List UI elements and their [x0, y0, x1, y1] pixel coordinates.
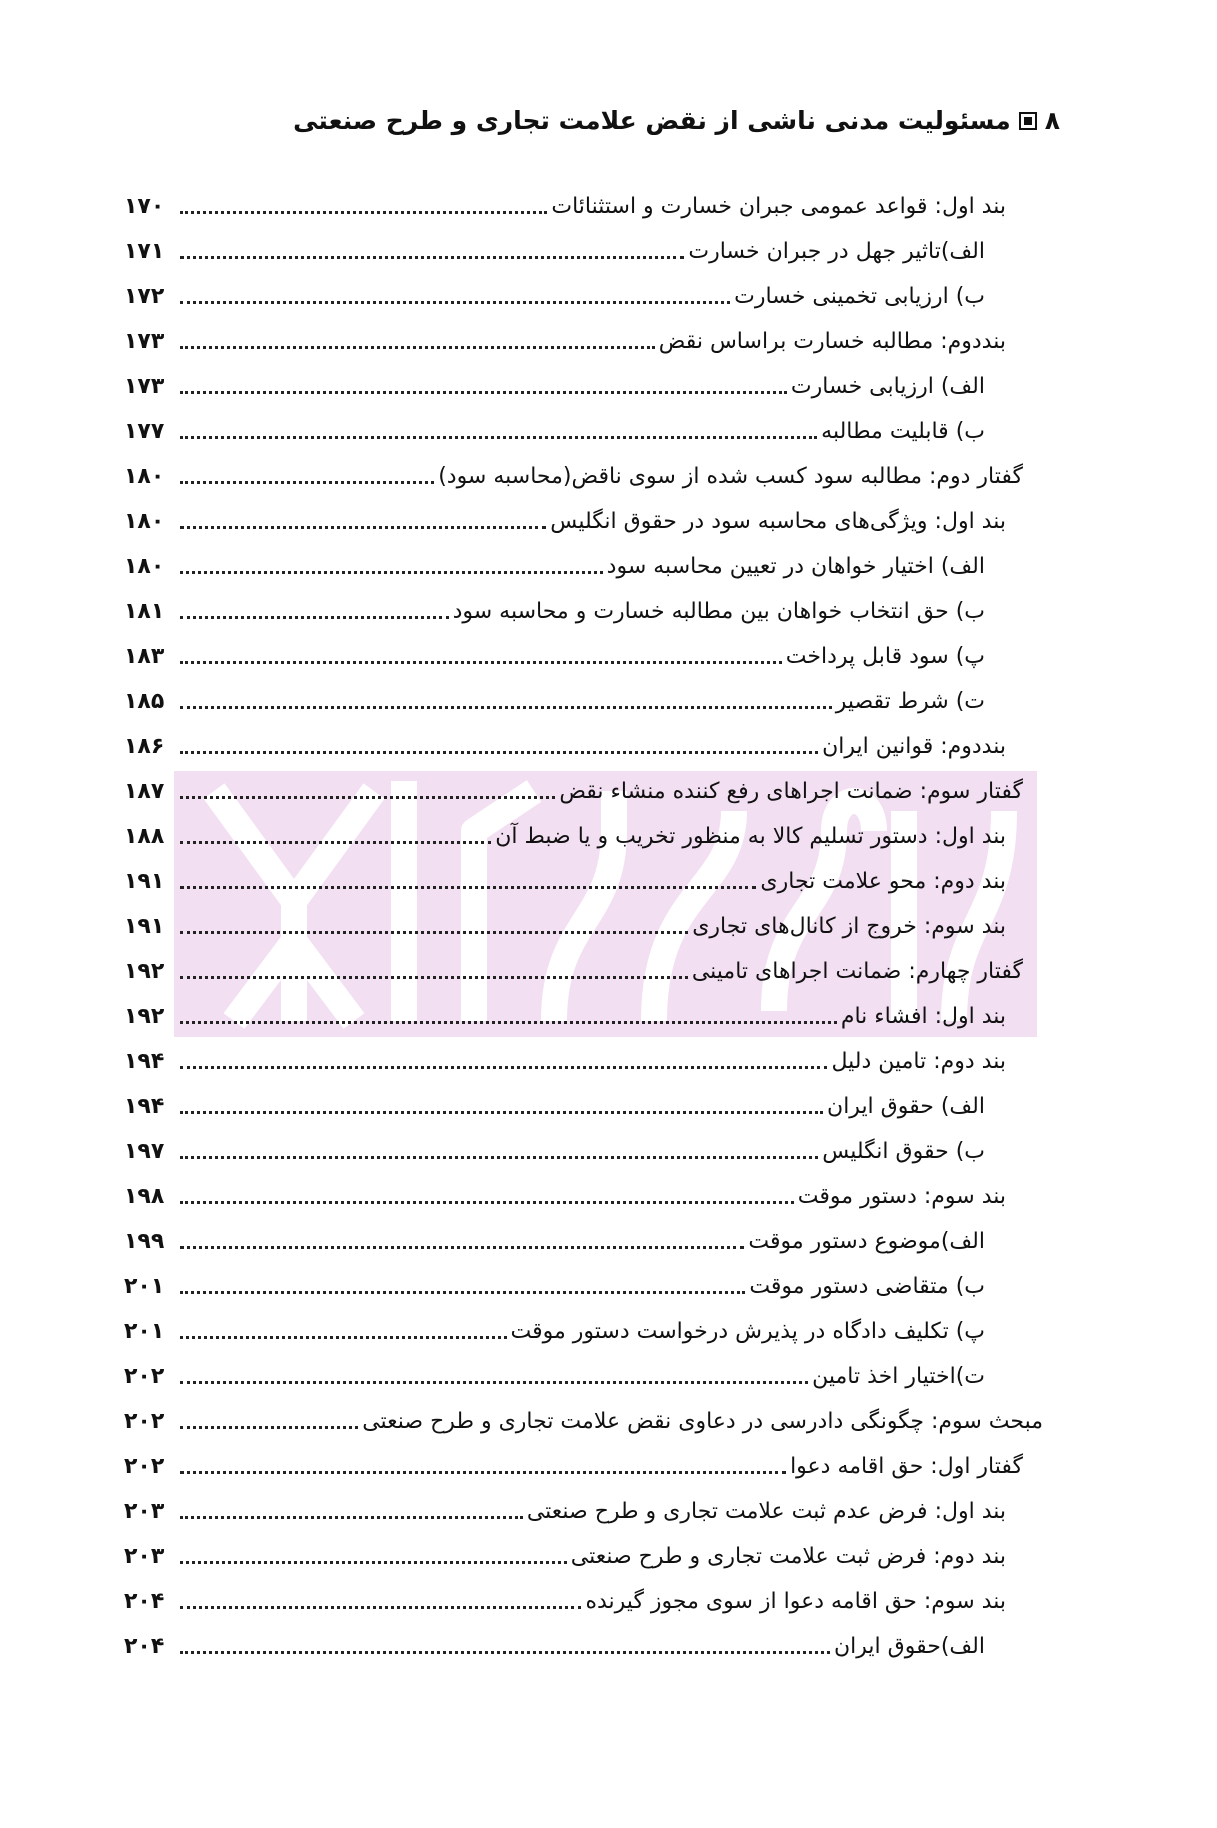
toc-entry-title: پ) تکلیف دادگاه در پذیرش درخواست دستور موقت [510, 1319, 985, 1344]
toc-entry-page: ۱۷۲ [124, 284, 165, 309]
toc-entry[interactable] [124, 1219, 1043, 1264]
toc-entry[interactable] [124, 184, 1043, 229]
toc-entry[interactable] [124, 1399, 1043, 1444]
toc-entry-title: بند سوم: خروج از کانال‌های تجاری [692, 914, 1006, 939]
toc-entry-page: ۱۷۰ [124, 194, 165, 219]
toc-entry-title: بند دوم: فرض ثبت علامت تجاری و طرح صنعتی [570, 1544, 1006, 1569]
toc-entry-title: ب) قابلیت مطالبه [821, 419, 985, 444]
dot-leader [180, 1274, 745, 1300]
toc-entry-page: ۱۸۰ [124, 509, 165, 534]
toc-entry-page: ۲۰۱ [124, 1319, 165, 1344]
header-book-title: مسئولیت مدنی ناشی از نقض علامت تجاری و طرح صنعتی [293, 106, 1011, 135]
toc-entry-title: ب) ارزیابی تخمینی خسارت [734, 284, 985, 309]
toc-entry-page: ۲۰۱ [124, 1274, 165, 1299]
toc-entry-title: مبحث سوم: چگونگی دادرسی در دعاوی نقض علامت تجاری و طرح صنعتی [362, 1409, 1043, 1434]
toc-entry-page: ۱۷۷ [124, 419, 165, 444]
toc-entry[interactable] [124, 409, 1043, 454]
toc-entry[interactable] [124, 1039, 1043, 1084]
table-of-contents [124, 184, 1043, 1669]
dot-leader [180, 194, 547, 220]
dot-leader [180, 1589, 581, 1615]
toc-entry-title: ت) شرط تقصیر [835, 689, 985, 714]
toc-entry-page: ۱۷۳ [124, 374, 165, 399]
toc-entry-title: الف)حقوق ایران [834, 1634, 985, 1659]
dot-leader [180, 239, 684, 265]
toc-entry[interactable] [124, 1579, 1043, 1624]
dot-leader [180, 329, 655, 355]
toc-entry-page: ۱۸۱ [124, 599, 165, 624]
dot-leader [180, 374, 787, 400]
header-page-number: ۸ [1044, 106, 1060, 135]
toc-entry[interactable] [124, 1534, 1043, 1579]
toc-entry-title: ب) حق انتخاب خواهان بین مطالبه خسارت و محاسبه سود [452, 599, 985, 624]
toc-entry[interactable] [124, 364, 1043, 409]
toc-entry-title: ب) حقوق انگلیس [822, 1139, 985, 1164]
toc-entry-title: بنددوم: قوانین ایران [822, 734, 1006, 759]
toc-entry-page: ۲۰۳ [124, 1544, 165, 1569]
toc-entry[interactable] [124, 454, 1043, 499]
dot-leader [180, 1634, 830, 1660]
toc-entry-page: ۱۹۲ [124, 959, 165, 984]
toc-entry-title: بند سوم: دستور موقت [797, 1184, 1006, 1209]
dot-leader [180, 1499, 523, 1525]
dot-leader [180, 1139, 818, 1165]
dot-leader [180, 284, 730, 310]
toc-entry[interactable] [124, 1624, 1043, 1669]
toc-entry[interactable] [124, 949, 1043, 994]
toc-entry-page: ۱۹۲ [124, 1004, 165, 1029]
toc-entry-page: ۲۰۳ [124, 1499, 165, 1524]
toc-entry[interactable] [124, 1354, 1043, 1399]
toc-entry[interactable] [124, 544, 1043, 589]
toc-entry-title: گفتار اول: حق اقامه دعوا [790, 1454, 1023, 1479]
toc-entry[interactable] [124, 1489, 1043, 1534]
toc-entry[interactable] [124, 634, 1043, 679]
dot-leader [180, 1364, 808, 1390]
toc-entry-title: الف)تاثیر جهل در جبران خسارت [688, 239, 985, 264]
toc-entry[interactable] [124, 769, 1043, 814]
toc-entry-title: بند اول: افشاء نام [840, 1004, 1006, 1029]
toc-entry[interactable] [124, 814, 1043, 859]
toc-entry-page: ۱۷۳ [124, 329, 165, 354]
dot-leader [180, 464, 434, 490]
toc-entry[interactable] [124, 1174, 1043, 1219]
square-ornament-icon [1019, 112, 1037, 130]
toc-entry[interactable] [124, 859, 1043, 904]
toc-entry-page: ۲۰۲ [124, 1409, 165, 1434]
dot-leader [180, 869, 756, 895]
toc-entry[interactable] [124, 904, 1043, 949]
toc-entry-page: ۱۸۳ [124, 644, 165, 669]
toc-entry-page: ۱۸۸ [124, 824, 165, 849]
toc-entry-title: الف) حقوق ایران [827, 1094, 985, 1119]
dot-leader [180, 1049, 827, 1075]
dot-leader [180, 914, 688, 940]
dot-leader [180, 959, 688, 985]
dot-leader [180, 419, 817, 445]
toc-entry[interactable] [124, 1129, 1043, 1174]
dot-leader [180, 779, 555, 805]
dot-leader [180, 1544, 567, 1570]
toc-entry-page: ۲۰۴ [124, 1634, 165, 1659]
dot-leader [180, 1004, 837, 1030]
toc-entry[interactable] [124, 1444, 1043, 1489]
dot-leader [180, 1229, 744, 1255]
toc-entry-page: ۱۹۱ [124, 914, 165, 939]
toc-entry-title: گفتار چهارم: ضمانت اجراهای تامینی [691, 959, 1023, 984]
toc-entry-title: بند دوم: تامین دلیل [831, 1049, 1006, 1074]
toc-entry-page: ۱۹۴ [124, 1094, 165, 1119]
toc-entry[interactable] [124, 1309, 1043, 1354]
dot-leader [180, 689, 832, 715]
toc-entry-title: بند دوم: محو علامت تجاری [760, 869, 1006, 894]
toc-entry-title: بند سوم: حق اقامه دعوا از سوی مجوز گیرنده [585, 1589, 1006, 1614]
toc-entry-title: بند اول: فرض عدم ثبت علامت تجاری و طرح صنعتی [526, 1499, 1006, 1524]
toc-entry[interactable] [124, 319, 1043, 364]
toc-entry-page: ۱۸۰ [124, 554, 165, 579]
toc-entry-page: ۱۹۴ [124, 1049, 165, 1074]
dot-leader [180, 1454, 786, 1480]
toc-entry-page: ۱۹۹ [124, 1229, 165, 1254]
toc-entry-title: بند اول: دستور تسلیم کالا به منظور تخریب و یا ضبط آن [495, 824, 1006, 849]
toc-entry-page: ۱۹۸ [124, 1184, 165, 1209]
dot-leader [180, 1319, 507, 1345]
dot-leader [180, 1409, 358, 1435]
dot-leader [180, 554, 603, 580]
toc-entry-title: الف) اختیار خواهان در تعیین محاسبه سود [606, 554, 985, 579]
dot-leader [180, 1184, 794, 1210]
toc-entry[interactable] [124, 274, 1043, 319]
toc-entry-page: ۱۸۰ [124, 464, 165, 489]
toc-entry[interactable] [124, 229, 1043, 274]
toc-entry-title: الف)موضوع دستور موقت [748, 1229, 985, 1254]
toc-entry[interactable] [124, 1264, 1043, 1309]
toc-entry-title: الف) ارزیابی خسارت [790, 374, 985, 399]
toc-entry-page: ۱۸۶ [124, 734, 165, 759]
toc-entry-title: پ) سود قابل پرداخت [785, 644, 985, 669]
toc-entry-title: بند اول: قواعد عمومی جبران خسارت و استثنائات [551, 194, 1006, 219]
dot-leader [180, 734, 818, 760]
toc-entry-page: ۱۹۱ [124, 869, 165, 894]
toc-entry[interactable] [124, 589, 1043, 634]
toc-entry-page: ۱۹۷ [124, 1139, 165, 1164]
toc-entry[interactable] [124, 499, 1043, 544]
toc-entry-page: ۲۰۲ [124, 1454, 165, 1479]
toc-entry-title: بنددوم: مطالبه خسارت براساس نقض [658, 329, 1006, 354]
dot-leader [180, 509, 546, 535]
toc-entry-title: گفتار دوم: مطالبه سود کسب شده از سوی ناقض(محاسبه سود) [438, 464, 1023, 489]
dot-leader [180, 599, 449, 625]
toc-entry-title: بند اول: ویژگی‌های محاسبه سود در حقوق انگلیس [550, 509, 1006, 534]
toc-entry-title: ب) متقاضی دستور موقت [749, 1274, 985, 1299]
dot-leader [180, 644, 782, 670]
toc-entry[interactable] [124, 679, 1043, 724]
dot-leader [180, 824, 491, 850]
toc-entry[interactable] [124, 724, 1043, 769]
dot-leader [180, 1094, 823, 1120]
toc-entry[interactable] [124, 994, 1043, 1039]
toc-entry-page: ۱۷۱ [124, 239, 165, 264]
toc-entry-title: ت)اختیار اخذ تامین [812, 1364, 985, 1389]
toc-entry-page: ۱۸۵ [124, 689, 165, 714]
toc-entry-page: ۱۸۷ [124, 779, 165, 804]
running-header [293, 106, 1060, 135]
toc-entry-title: گفتار سوم: ضمانت اجراهای رفع کننده منشاء نقض [559, 779, 1023, 804]
toc-entry-page: ۲۰۲ [124, 1364, 165, 1389]
toc-entry[interactable] [124, 1084, 1043, 1129]
toc-entry-page: ۲۰۴ [124, 1589, 165, 1614]
